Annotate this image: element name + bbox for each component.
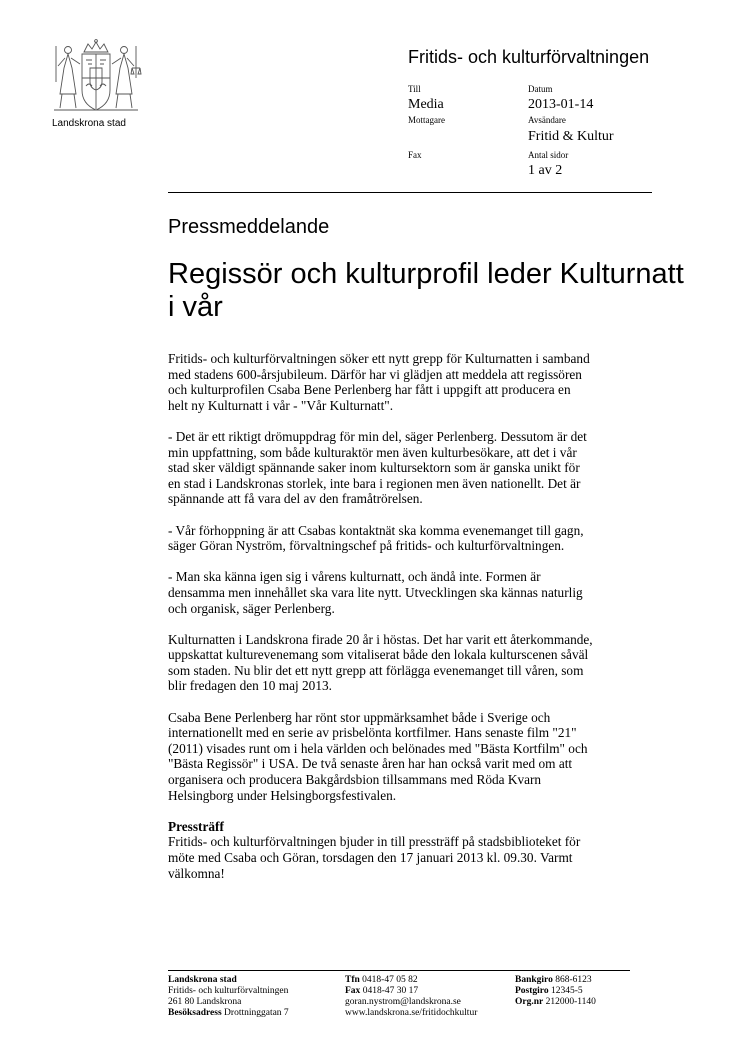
to-label: Till	[408, 84, 421, 94]
footer-orgnr-value: 212000-1140	[545, 997, 596, 1007]
footer-bankgiro-value: 868-6123	[555, 975, 592, 985]
press-release-body	[168, 351, 644, 897]
footer-orgnr-label: Org.nr	[515, 997, 544, 1007]
footer-postal: 261 80 Landskrona	[168, 997, 242, 1007]
footer-payment	[515, 975, 596, 1008]
paragraph: Fritids- och kulturförvaltningen söker ett nytt grepp för Kulturnatten i samband med stadens 600-årsjubileum. Därför har vi glädjen att meddela att regissören och kulturprofilen Csaba Bene Perlenberg har fått i uppgift att producera en helt ny Kulturnatt i vår - "Vår Kulturnatt".	[168, 351, 590, 413]
city-logo	[42, 38, 152, 129]
to-value: Media	[408, 97, 444, 112]
footer-visit-value: Drottninggatan 7	[224, 1008, 289, 1018]
footer-postgiro-value: 12345-5	[550, 986, 583, 996]
footer-phone-value: 0418-47 05 82	[362, 975, 418, 985]
footer-org-dept: Fritids- och kulturförvaltningen	[168, 986, 289, 996]
footer-address	[168, 975, 289, 1019]
date-value: 2013-01-14	[528, 97, 594, 112]
paragraph: Csaba Bene Perlenberg har rönt stor uppmärksamhet både i Sverige och internationellt med en serie av prisbelönta kortfilmer. Hans senaste film "21" (2011) visades runt om i hela världen och belönades med "Bästa Kortfilm" och "Bästa Regissör" i USA. De två senaste åren har han också varit med om att organisera och producera Bakgårdsbion tillsammans med Röda Kvarn Helsingborg under Helsingborgsfestivalen.	[168, 709, 588, 803]
city-name: Landskrona stad	[52, 118, 126, 129]
paragraph: - Man ska känna igen sig i vårens kulturnatt, och ändå inte. Formen är densamma men innehållet ska vara lite nytt. Utvecklingen ska kännas naturlig och organisk, säger Perlenberg.	[168, 569, 583, 616]
footer-fax-label: Fax	[345, 986, 361, 996]
fax-label: Fax	[408, 150, 422, 160]
footer-divider	[168, 970, 630, 971]
recipient-label: Mottagare	[408, 115, 445, 125]
department-title: Fritids- och kulturförvaltningen	[408, 47, 650, 67]
page-title: Regissör och kulturprofil leder Kulturnatt i vår	[168, 258, 684, 323]
footer-org-name: Landskrona stad	[168, 975, 237, 985]
footer-bankgiro-label: Bankgiro	[515, 975, 553, 985]
footer-visit-label: Besöksadress	[168, 1008, 222, 1018]
pages-value: 1 av 2	[528, 163, 563, 178]
footer-email[interactable]: goran.nystrom@landskrona.se	[345, 997, 461, 1007]
footer-phone-label: Tfn	[345, 975, 360, 985]
date-label: Datum	[528, 84, 553, 94]
footer-contact	[345, 975, 477, 1019]
paragraph: Kulturnatten i Landskrona firade 20 år i höstas. Det har varit ett återkommande, uppskattat kulturevenemang som vitaliserat både den lokala kulturscenen såväl som staden. Nu blir det ett nytt grepp att förlägga evenemanget till våren, som blir fredagen den 10 maj 2013.	[168, 631, 593, 694]
paragraph: - Vår förhoppning är att Csabas kontaktnät ska komma evenemanget till gagn, säger Göran Nyström, förvaltningschef på fritids- och kulturförvaltningen.	[168, 522, 584, 554]
press-conference-heading: Pressträff	[168, 818, 224, 834]
footer-fax-value: 0418-47 30 17	[362, 986, 419, 996]
pages-label: Antal sidor	[528, 150, 569, 160]
document-type: Pressmeddelande	[168, 216, 330, 238]
press-conference-text: Fritids- och kulturförvaltningen bjuder in till pressträff på stadsbiblioteket för möte med Csaba och Göran, torsdagen den 17 januari 2013 kl. 09.30. Varmt välkomna!	[168, 834, 581, 881]
header-divider	[168, 192, 652, 193]
coat-of-arms-icon	[48, 38, 144, 116]
footer-postgiro-label: Postgiro	[515, 986, 549, 996]
sender-label: Avsändare	[528, 115, 566, 125]
paragraph: - Det är ett riktigt drömuppdrag för min del, säger Perlenberg. Dessutom är det min uppfattning, som både kulturaktör men även kulturbesökare, att det i vår stad sker väldigt spännande saker inom kultursektorn som är ganska unikt för en stad i Landskronas storlek, inte bara i regionen men även nationellt. Det är spännande att få vara del av den framåtrörelsen.	[168, 428, 587, 507]
footer-website[interactable]: www.landskrona.se/fritidochkultur	[345, 1008, 478, 1018]
sender-value: Fritid & Kultur	[528, 129, 614, 144]
